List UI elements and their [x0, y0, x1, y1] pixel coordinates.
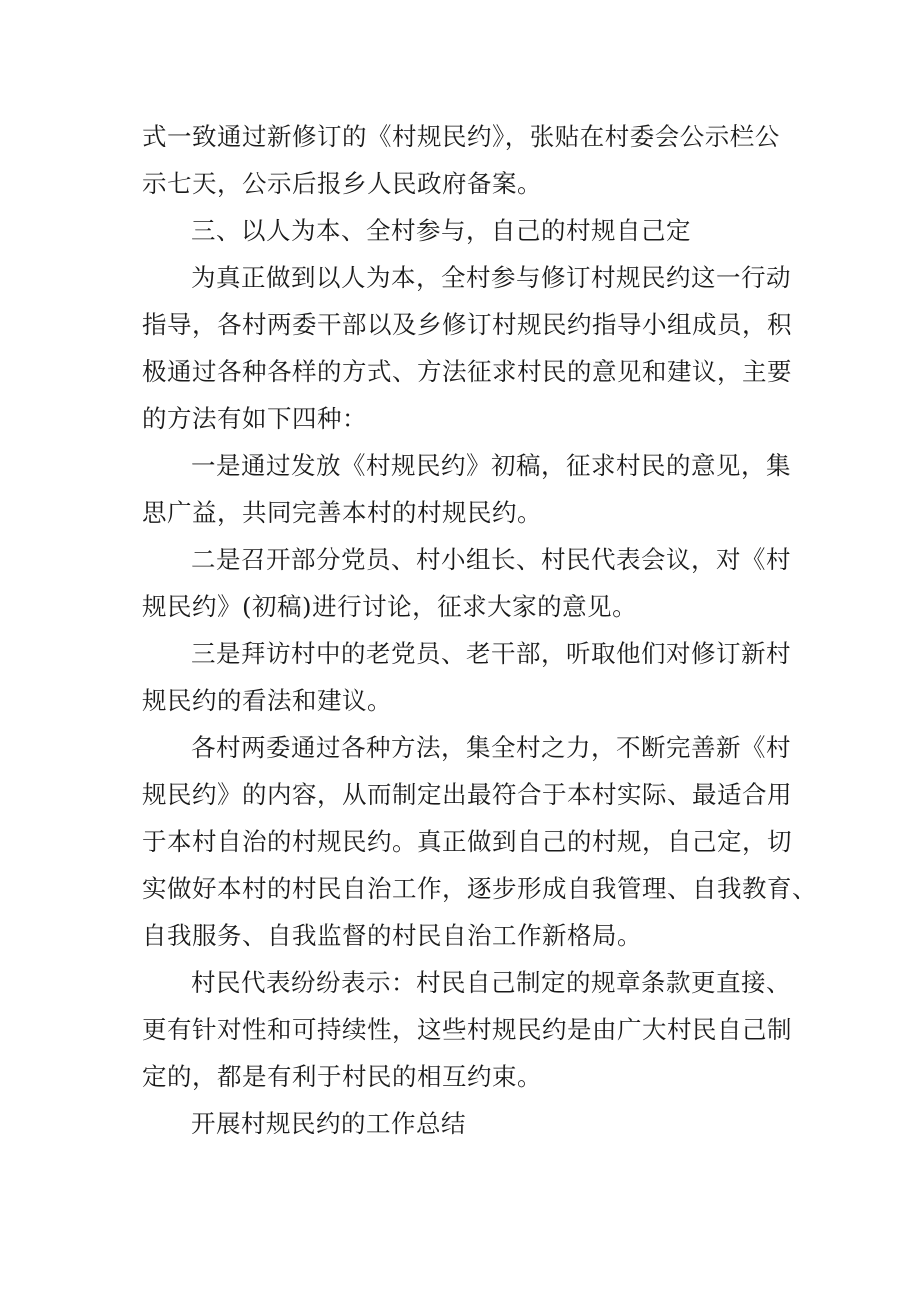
text-line: 指导，各村两委干部以及乡修订村规民约指导小组成员，积 — [142, 310, 792, 339]
text-line: 定的，都是有利于村民的相互约束。 — [142, 1062, 542, 1091]
text-line: 示七天，公示后报乡人民政府备案。 — [142, 169, 542, 198]
text-line: 思广益，共同完善本村的村规民约。 — [142, 498, 542, 527]
text-line: 三、以人为本、全村参与，自己的村规自己定 — [191, 216, 691, 245]
text-line: 更有针对性和可持续性，这些村规民约是由广大村民自己制 — [142, 1015, 792, 1044]
text-line: 极通过各种各样的方式、方法征求村民的意见和建议，主要 — [142, 357, 792, 386]
text-line: 的方法有如下四种： — [142, 404, 367, 433]
paragraph-methods-intro — [142, 254, 792, 442]
text-line: 一是通过发放《村规民约》初稿，征求村民的意见，集 — [191, 451, 791, 480]
text-line: 为真正做到以人为本，全村参与修订村规民约这一行动 — [191, 263, 791, 292]
text-line: 规民约》的内容，从而制定出最符合于本村实际、最适合用 — [142, 780, 792, 809]
text-line: 二是召开部分党员、村小组长、村民代表会议，对《村 — [191, 545, 791, 574]
text-line: 式一致通过新修订的《村规民约》，张贴在村委会公示栏公 — [142, 122, 780, 151]
text-line: 实做好本村的村民自治工作，逐步形成自我管理、自我教育、 — [142, 874, 817, 903]
section-heading — [142, 207, 782, 254]
closing-title — [142, 1100, 782, 1147]
paragraph-method-two — [142, 536, 791, 630]
text-line: 三是拜访村中的老党员、老干部，听取他们对修订新村 — [191, 639, 791, 668]
paragraph-continuation — [142, 113, 782, 207]
paragraph-summary — [142, 724, 817, 959]
text-line: 规民约的看法和建议。 — [142, 686, 392, 715]
paragraph-method-one — [142, 442, 791, 536]
text-line: 开展村规民约的工作总结 — [191, 1109, 466, 1138]
text-line: 规民约》(初稿)进行讨论，征求大家的意见。 — [142, 592, 638, 621]
text-line: 自我服务、自我监督的村民自治工作新格局。 — [142, 921, 642, 950]
text-line: 于本村自治的村规民约。真正做到自己的村规，自己定，切 — [142, 827, 792, 856]
text-line: 各村两委通过各种方法，集全村之力，不断完善新《村 — [191, 733, 791, 762]
text-line: 村民代表纷纷表示：村民自己制定的规章条款更直接、 — [191, 968, 791, 997]
paragraph-villager-feedback — [142, 959, 792, 1100]
paragraph-method-three — [142, 630, 791, 724]
document-body — [142, 113, 817, 1147]
